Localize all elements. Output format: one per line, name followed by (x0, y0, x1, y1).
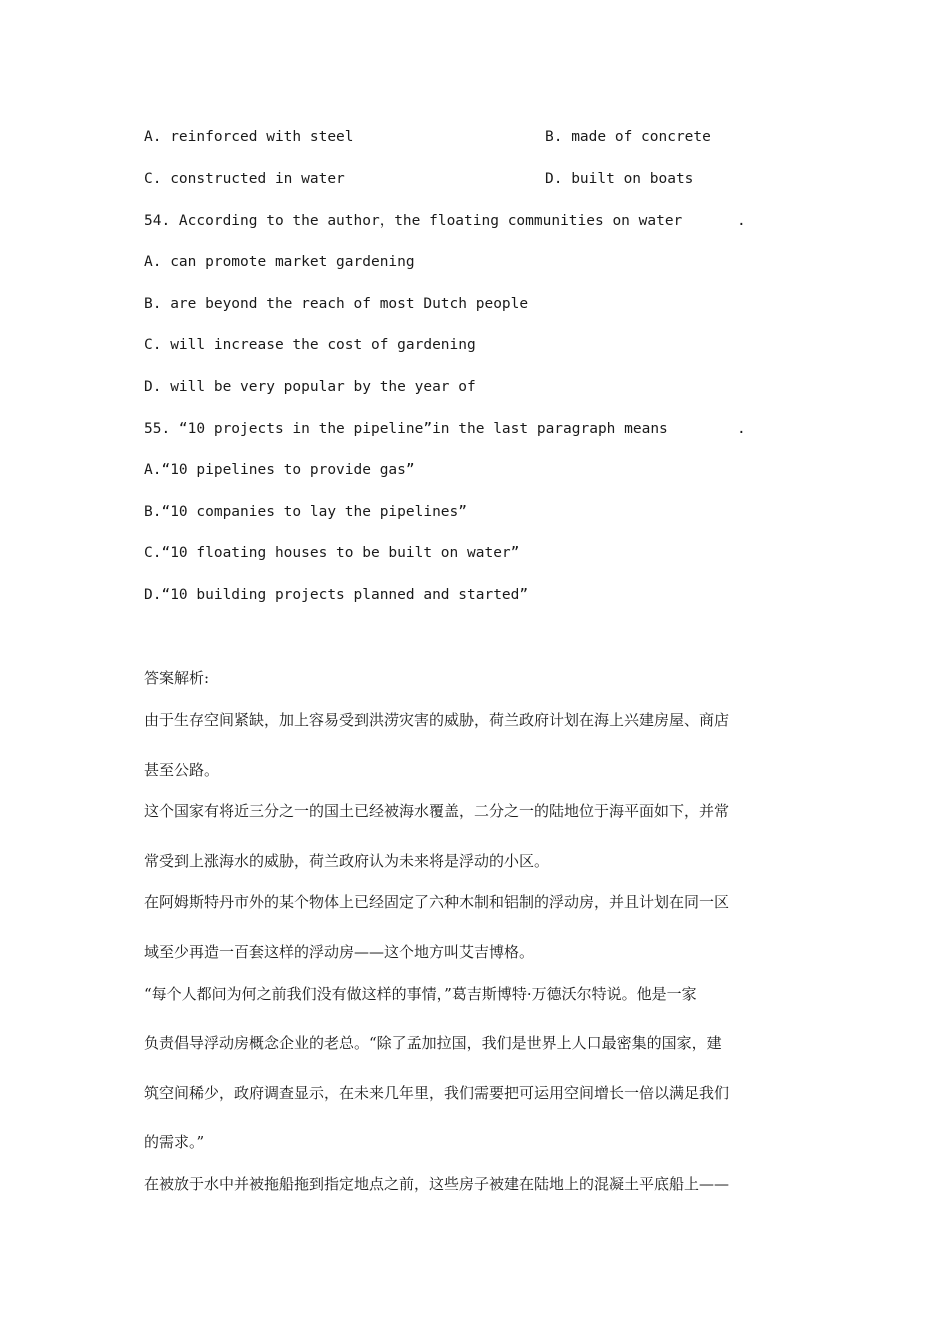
q53-option-a: A. reinforced with steel (144, 129, 354, 145)
q55-blank-end: . (737, 421, 746, 437)
q54-option-d: D. will be very popular by the year of (144, 379, 476, 395)
answer-line: 在被放于水中并被拖船拖到指定地点之前，这些房子被建在陆地上的混凝土平底船上—— (144, 1175, 730, 1193)
q54-stem: 54. According to the author，the floating communities on water (144, 213, 683, 229)
q55-option-c: C.“10 floating houses to be built on water” (144, 545, 520, 561)
q55-option-a: A.“10 pipelines to provide gas” (144, 462, 415, 478)
answer-line: 域至少再造一百套这样的浮动房——这个地方叫艾吉博格。 (144, 943, 535, 961)
answer-line: 在阿姆斯特丹市外的某个物体上已经固定了六种木制和铝制的浮动房，并且计划在同一区 (144, 893, 730, 911)
answer-line: 负责倡导浮动房概念企业的老总。“除了孟加拉国，我们是世界上人口最密集的国家，建 (144, 1034, 722, 1052)
answer-line: “每个人都问为何之前我们没有做这样的事情，”葛吉斯博特·万德沃尔特说。他是一家 (144, 985, 697, 1003)
q54-option-a: A. can promote market gardening (144, 254, 415, 270)
answer-line: 的需求。” (144, 1133, 205, 1151)
q54-option-b: B. are beyond the reach of most Dutch people (144, 296, 529, 312)
q55-option-d: D.“10 building projects planned and started” (144, 587, 529, 603)
q53-option-c: C. constructed in water (144, 171, 345, 187)
answer-line: 甚至公路。 (144, 761, 220, 779)
q54-blank-end: . (737, 213, 746, 229)
q53-option-d: D. built on boats (545, 171, 694, 187)
answer-line: 这个国家有将近三分之一的国土已经被海水覆盖，二分之一的陆地位于海平面如下，并常 (144, 802, 730, 820)
answer-line: 筑空间稀少，政府调查显示，在未来几年里，我们需要把可运用空间增长一倍以满足我们 (144, 1084, 730, 1102)
q54-option-c: C. will increase the cost of gardening (144, 337, 476, 353)
q55-stem: 55. “10 projects in the pipeline”in the last paragraph means (144, 421, 668, 437)
q53-option-b: B. made of concrete (545, 129, 711, 145)
q55-option-b: B.“10 companies to lay the pipelines” (144, 504, 468, 520)
answer-heading: 答案解析: (144, 669, 210, 687)
answer-line: 常受到上涨海水的威胁，荷兰政府认为未来将是浮动的小区。 (144, 852, 550, 870)
answer-line: 由于生存空间紧缺，加上容易受到洪涝灾害的威胁，荷兰政府计划在海上兴建房屋、商店 (144, 711, 730, 729)
